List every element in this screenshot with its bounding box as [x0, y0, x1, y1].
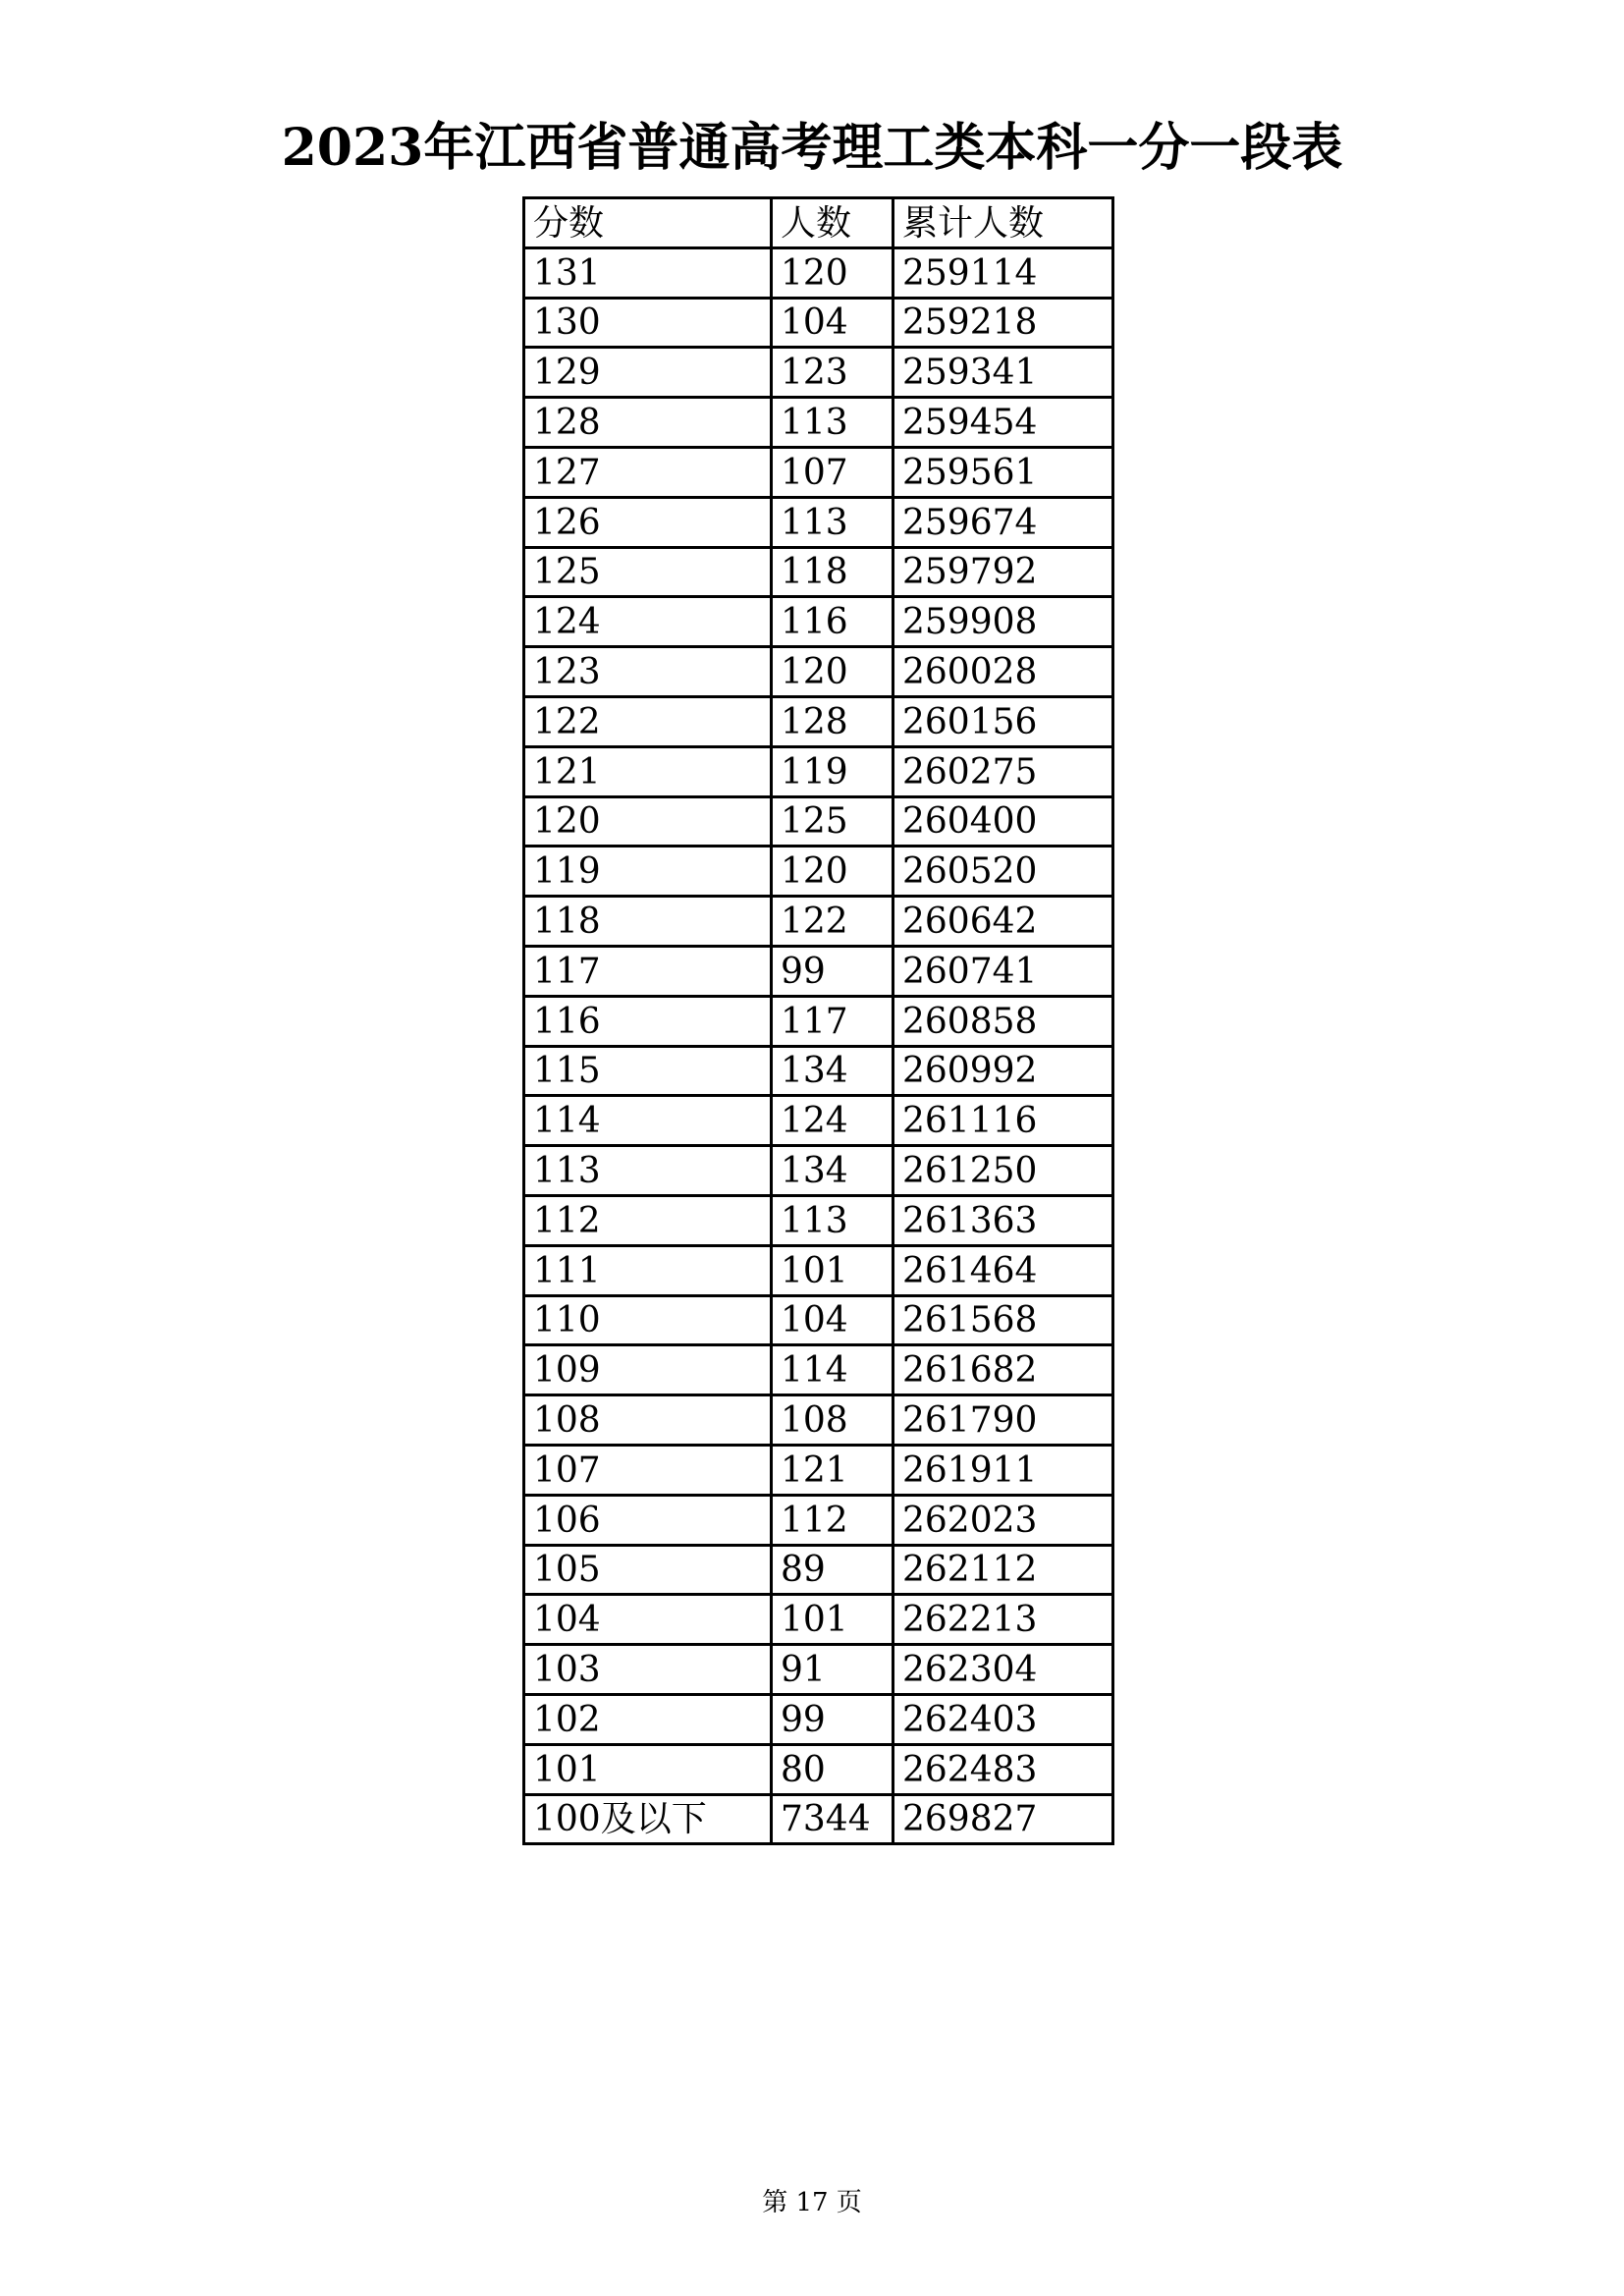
header-cumulative: 累计人数 — [893, 198, 1113, 248]
cumulative-cell: 260400 — [893, 796, 1113, 847]
table-row — [524, 696, 1113, 746]
cumulative-cell: 262023 — [893, 1495, 1113, 1545]
table-row — [524, 1595, 1113, 1645]
score-cell: 113 — [524, 1146, 772, 1196]
table-row — [524, 398, 1113, 448]
count-cell: 113 — [772, 497, 893, 547]
cumulative-cell: 260642 — [893, 897, 1113, 947]
cumulative-cell: 262483 — [893, 1744, 1113, 1794]
score-distribution-table — [522, 196, 1114, 1845]
count-cell: 122 — [772, 897, 893, 947]
table-row — [524, 746, 1113, 796]
cumulative-cell: 261911 — [893, 1445, 1113, 1495]
cumulative-cell: 262213 — [893, 1595, 1113, 1645]
count-cell: 125 — [772, 796, 893, 847]
cumulative-cell: 259454 — [893, 398, 1113, 448]
score-cell: 124 — [524, 597, 772, 647]
table-row — [524, 247, 1113, 298]
score-cell: 126 — [524, 497, 772, 547]
score-cell: 121 — [524, 746, 772, 796]
count-cell: 134 — [772, 1046, 893, 1096]
score-cell: 130 — [524, 298, 772, 348]
count-cell: 89 — [772, 1545, 893, 1595]
table-row — [524, 1295, 1113, 1345]
score-cell: 123 — [524, 647, 772, 697]
count-cell: 99 — [772, 946, 893, 996]
cumulative-cell: 260028 — [893, 647, 1113, 697]
count-cell: 108 — [772, 1395, 893, 1446]
cumulative-cell: 261250 — [893, 1146, 1113, 1196]
cumulative-cell: 260275 — [893, 746, 1113, 796]
cumulative-cell: 259674 — [893, 497, 1113, 547]
count-cell: 120 — [772, 247, 893, 298]
count-cell: 128 — [772, 696, 893, 746]
cumulative-cell: 261464 — [893, 1245, 1113, 1295]
score-cell: 105 — [524, 1545, 772, 1595]
score-cell: 129 — [524, 348, 772, 398]
table-row — [524, 1744, 1113, 1794]
score-cell: 107 — [524, 1445, 772, 1495]
table-row — [524, 1345, 1113, 1395]
header-score: 分数 — [524, 198, 772, 248]
cumulative-cell: 260520 — [893, 847, 1113, 897]
cumulative-cell: 261790 — [893, 1395, 1113, 1446]
count-cell: 7344 — [772, 1794, 893, 1844]
cumulative-cell: 261116 — [893, 1096, 1113, 1146]
score-cell: 111 — [524, 1245, 772, 1295]
cumulative-cell: 259908 — [893, 597, 1113, 647]
page-number: 第 17 页 — [762, 2188, 862, 2217]
count-cell: 121 — [772, 1445, 893, 1495]
score-cell: 112 — [524, 1195, 772, 1245]
score-cell: 118 — [524, 897, 772, 947]
score-cell: 109 — [524, 1345, 772, 1395]
count-cell: 107 — [772, 447, 893, 497]
table-row — [524, 796, 1113, 847]
score-cell: 100及以下 — [524, 1794, 772, 1844]
table-row — [524, 348, 1113, 398]
table-row — [524, 897, 1113, 947]
table-header-row — [524, 198, 1113, 248]
table-row — [524, 1694, 1113, 1744]
score-cell: 125 — [524, 547, 772, 597]
count-cell: 118 — [772, 547, 893, 597]
table-row — [524, 946, 1113, 996]
cumulative-cell: 261363 — [893, 1195, 1113, 1245]
table-row — [524, 996, 1113, 1046]
score-cell: 110 — [524, 1295, 772, 1345]
table-row — [524, 1096, 1113, 1146]
score-cell: 104 — [524, 1595, 772, 1645]
cumulative-cell: 260741 — [893, 946, 1113, 996]
count-cell: 99 — [772, 1694, 893, 1744]
cumulative-cell: 259561 — [893, 447, 1113, 497]
table-row — [524, 1545, 1113, 1595]
table-row — [524, 1195, 1113, 1245]
count-cell: 113 — [772, 1195, 893, 1245]
cumulative-cell: 259114 — [893, 247, 1113, 298]
table-row — [524, 1645, 1113, 1695]
score-cell: 122 — [524, 696, 772, 746]
table-row — [524, 597, 1113, 647]
table-row — [524, 1395, 1113, 1446]
score-cell: 103 — [524, 1645, 772, 1695]
cumulative-cell: 260992 — [893, 1046, 1113, 1096]
count-cell: 101 — [772, 1595, 893, 1645]
count-cell: 104 — [772, 298, 893, 348]
table-row — [524, 647, 1113, 697]
score-cell: 114 — [524, 1096, 772, 1146]
table-row — [524, 497, 1113, 547]
cumulative-cell: 262112 — [893, 1545, 1113, 1595]
count-cell: 91 — [772, 1645, 893, 1695]
cumulative-cell: 260156 — [893, 696, 1113, 746]
cumulative-cell: 261682 — [893, 1345, 1113, 1395]
count-cell: 114 — [772, 1345, 893, 1395]
score-cell: 119 — [524, 847, 772, 897]
count-cell: 124 — [772, 1096, 893, 1146]
count-cell: 123 — [772, 348, 893, 398]
count-cell: 113 — [772, 398, 893, 448]
table-row — [524, 1245, 1113, 1295]
score-cell: 127 — [524, 447, 772, 497]
count-cell: 134 — [772, 1146, 893, 1196]
cumulative-cell: 259218 — [893, 298, 1113, 348]
cumulative-cell: 259792 — [893, 547, 1113, 597]
table-row — [524, 1794, 1113, 1844]
cumulative-cell: 262403 — [893, 1694, 1113, 1744]
table-row — [524, 1046, 1113, 1096]
cumulative-cell: 260858 — [893, 996, 1113, 1046]
score-cell: 101 — [524, 1744, 772, 1794]
score-cell: 108 — [524, 1395, 772, 1446]
table-row — [524, 1495, 1113, 1545]
cumulative-cell: 259341 — [893, 348, 1113, 398]
count-cell: 120 — [772, 847, 893, 897]
cumulative-cell: 269827 — [893, 1794, 1113, 1844]
count-cell: 117 — [772, 996, 893, 1046]
table-row — [524, 847, 1113, 897]
page-title: 2023年江西省普通高考理工类本科一分一段表 — [281, 118, 1343, 178]
score-cell: 115 — [524, 1046, 772, 1096]
count-cell: 104 — [772, 1295, 893, 1345]
table-row — [524, 547, 1113, 597]
cumulative-cell: 261568 — [893, 1295, 1113, 1345]
header-count: 人数 — [772, 198, 893, 248]
score-cell: 131 — [524, 247, 772, 298]
score-cell: 106 — [524, 1495, 772, 1545]
count-cell: 80 — [772, 1744, 893, 1794]
score-cell: 128 — [524, 398, 772, 448]
table-row — [524, 447, 1113, 497]
table-row — [524, 1146, 1113, 1196]
count-cell: 112 — [772, 1495, 893, 1545]
cumulative-cell: 262304 — [893, 1645, 1113, 1695]
score-cell: 120 — [524, 796, 772, 847]
score-cell: 116 — [524, 996, 772, 1046]
count-cell: 119 — [772, 746, 893, 796]
count-cell: 120 — [772, 647, 893, 697]
score-cell: 117 — [524, 946, 772, 996]
table-row — [524, 298, 1113, 348]
table-row — [524, 1445, 1113, 1495]
count-cell: 101 — [772, 1245, 893, 1295]
score-cell: 102 — [524, 1694, 772, 1744]
count-cell: 116 — [772, 597, 893, 647]
